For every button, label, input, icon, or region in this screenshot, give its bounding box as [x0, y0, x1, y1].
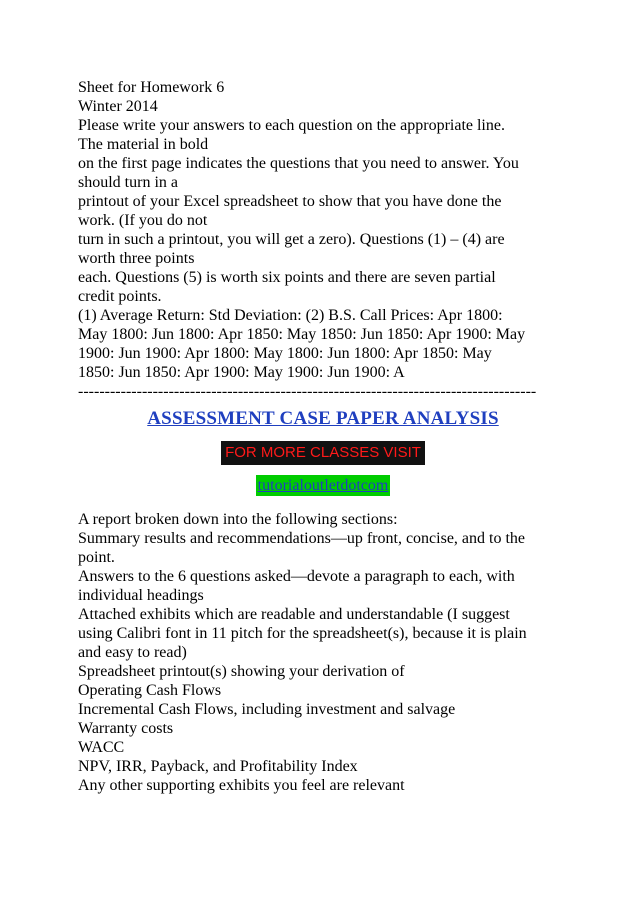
document-title: ASSESSMENT CASE PAPER ANALYSIS	[147, 408, 499, 429]
intro-line: 1900: Jun 1900: Apr 1800: May 1800: Jun 1800: Apr 1850: May	[78, 345, 492, 362]
intro-line: Please write your answers to each question on the appropriate line.	[78, 117, 505, 134]
body-line: Operating Cash Flows	[78, 682, 222, 699]
body-line: Warranty costs	[78, 720, 174, 737]
intro-line: Sheet for Homework 6	[78, 79, 225, 96]
separator-line: --------------------------------------------------------------------------------------	[78, 383, 537, 400]
body-line: individual headings	[78, 587, 204, 604]
heading-block	[78, 407, 568, 497]
intro-line: should turn in a	[78, 174, 178, 191]
intro-section	[78, 78, 568, 401]
body-line: Spreadsheet printout(s) showing your derivation of	[78, 663, 405, 680]
intro-line: worth three points	[78, 250, 195, 267]
body-line: and easy to read)	[78, 644, 187, 661]
body-line: NPV, IRR, Payback, and Profitability Index	[78, 758, 358, 775]
website-link[interactable]: tutorialoutletdotcom	[257, 477, 389, 494]
report-section	[78, 510, 568, 795]
intro-line: May 1800: Jun 1800: Apr 1850: May 1850: Jun 1850: Apr 1900: May	[78, 326, 526, 343]
promo-banner: FOR MORE CLASSES VISIT	[221, 441, 425, 465]
body-line: Incremental Cash Flows, including investment and salvage	[78, 701, 456, 718]
intro-line: 1850: Jun 1850: Apr 1900: May 1900: Jun 1900: A	[78, 364, 405, 381]
intro-line: printout of your Excel spreadsheet to show that you have done the	[78, 193, 502, 210]
intro-line: each. Questions (5) is worth six points and there are seven partial	[78, 269, 496, 286]
body-line: Any other supporting exhibits you feel are relevant	[78, 777, 405, 794]
intro-line: on the first page indicates the questions that you need to answer. You	[78, 155, 519, 172]
body-line: Summary results and recommendations—up front, concise, and to the	[78, 530, 526, 547]
intro-line: The material in bold	[78, 136, 209, 153]
intro-line: work. (If you do not	[78, 212, 208, 229]
document-page	[78, 78, 568, 795]
body-line: Attached exhibits which are readable and understandable (I suggest	[78, 606, 510, 623]
intro-line: credit points.	[78, 288, 162, 305]
body-line: using Calibri font in 11 pitch for the spreadsheet(s), because it is plain	[78, 625, 527, 642]
intro-line: (1) Average Return: Std Deviation: (2) B.S. Call Prices: Apr 1800:	[78, 307, 503, 324]
body-line: WACC	[78, 739, 125, 756]
intro-line: Winter 2014	[78, 98, 158, 115]
body-line: A report broken down into the following sections:	[78, 511, 398, 528]
intro-line: turn in such a printout, you will get a zero). Questions (1) – (4) are	[78, 231, 505, 248]
body-line: Answers to the 6 questions asked—devote a paragraph to each, with	[78, 568, 515, 585]
body-line: point.	[78, 549, 115, 566]
